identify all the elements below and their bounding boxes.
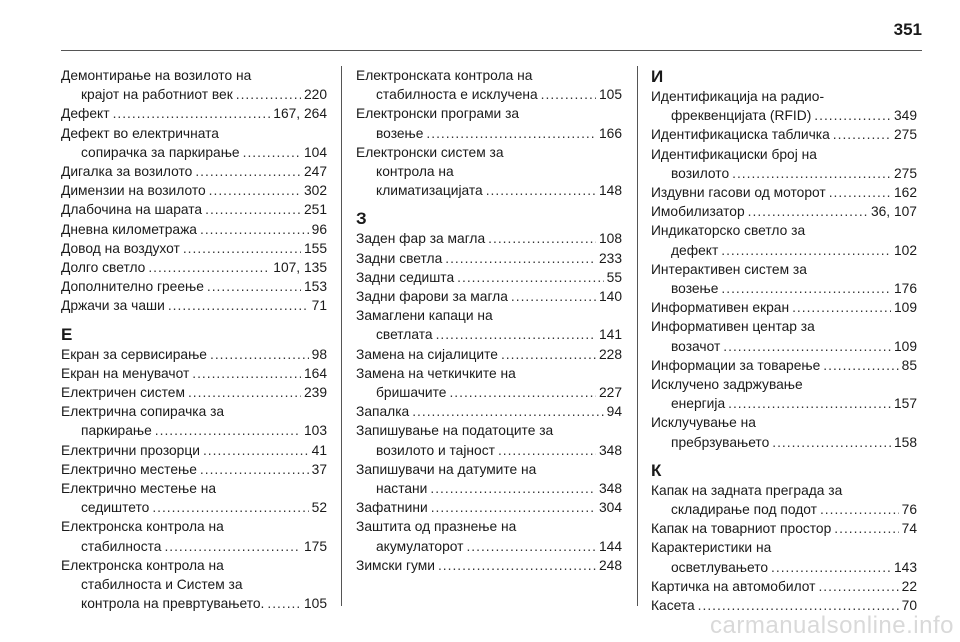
index-entry-text: Дефект — [61, 106, 110, 122]
index-entry — [356, 143, 622, 201]
dot-leader — [818, 577, 898, 596]
index-entry-text: сопирачка за паркирање — [81, 144, 240, 160]
index-letter-heading: Е — [61, 324, 73, 344]
index-letter-heading: К — [651, 460, 662, 480]
index-entry-text: Електронски систем за — [356, 144, 504, 160]
index-entry-text: климатизацијата — [376, 183, 483, 199]
index-entry-page-ref: 348 — [598, 442, 622, 458]
index-entry-text: возачот — [671, 338, 721, 354]
index-entry — [651, 298, 917, 317]
dot-leader — [203, 441, 309, 460]
index-entry-page-ref: 141 — [598, 327, 622, 343]
dot-leader — [748, 202, 868, 221]
index-entry-page-ref: 176 — [893, 281, 917, 297]
index-entry-page-ref: 251 — [303, 202, 327, 218]
index-entry-text: возилото и тајност — [376, 442, 495, 458]
index-entry-text: акумулаторот — [376, 538, 464, 554]
index-entry-text: Заштита од празнење на — [356, 519, 517, 535]
index-entry — [356, 364, 622, 402]
dot-leader — [209, 181, 301, 200]
index-entry — [356, 249, 622, 268]
index-entry-text: Заден фар за магла — [356, 231, 486, 247]
index-entry-page-ref: 104 — [303, 144, 327, 160]
dot-leader — [541, 85, 596, 104]
index-entry-page-ref: 349 — [893, 108, 917, 124]
index-entry-text: Дневна километража — [61, 221, 197, 237]
index-entry-text: Дополнително греење — [61, 279, 204, 295]
dot-leader — [152, 498, 308, 517]
index-entry-text: Исклучување на — [651, 415, 756, 431]
dot-leader — [820, 500, 899, 519]
dot-leader — [792, 298, 891, 317]
index-column-2 — [356, 66, 622, 575]
index-entry — [356, 517, 622, 555]
dot-leader — [192, 364, 301, 383]
index-entry-page-ref: 162 — [893, 185, 917, 201]
index-entry-text: пребрзувањето — [671, 434, 770, 450]
dot-leader — [721, 279, 891, 298]
dot-leader — [207, 277, 301, 296]
index-entry-text: светлата — [376, 327, 433, 343]
index-entry-text: Електрични прозорци — [61, 442, 200, 458]
dot-leader — [210, 345, 309, 364]
index-entry — [651, 87, 917, 125]
index-entry-text: контрола на — [376, 164, 454, 180]
index-entry-page-ref: 74 — [901, 521, 917, 537]
index-entry — [651, 519, 917, 538]
index-entry — [61, 364, 327, 383]
dot-leader — [449, 383, 596, 402]
index-entry-page-ref: 76 — [901, 502, 917, 518]
index-entry-text: Дефект во електричната — [61, 125, 219, 141]
index-entry — [61, 181, 327, 200]
index-entry-text: стабилноста и Систем за — [81, 577, 243, 593]
index-entry-text: Задни светла — [356, 250, 443, 266]
dot-leader — [771, 558, 891, 577]
index-entry-text: контрола на превртувањето. — [81, 596, 265, 612]
index-entry-page-ref: 96 — [311, 221, 327, 237]
index-entry-page-ref: 227 — [598, 385, 622, 401]
index-entry-page-ref: 70 — [901, 598, 917, 614]
index-entry-page-ref: 103 — [303, 423, 327, 439]
index-entry — [61, 124, 327, 162]
index-entry-page-ref: 143 — [893, 559, 917, 575]
column-divider-1 — [341, 66, 342, 606]
index-entry — [61, 66, 327, 104]
index-entry — [356, 287, 622, 306]
index-entry — [61, 479, 327, 517]
index-entry-text: Идентификациски број на — [651, 146, 817, 162]
index-entry-page-ref: 41 — [311, 442, 327, 458]
dot-leader — [814, 106, 891, 125]
dot-leader — [457, 268, 603, 287]
index-entry-page-ref: 247 — [303, 164, 327, 180]
index-entry — [651, 260, 917, 298]
index-entry-text: Информативен центар за — [651, 319, 815, 335]
index-entry — [356, 268, 622, 287]
dot-leader — [267, 594, 301, 613]
index-entry-text: Имобилизатор — [651, 204, 745, 220]
dot-leader — [723, 337, 891, 356]
dot-leader — [829, 183, 891, 202]
dot-leader — [195, 162, 301, 181]
index-entry — [356, 229, 622, 248]
dot-leader — [155, 421, 301, 440]
index-entry-text: бришачите — [376, 385, 447, 401]
index-entry-page-ref: 304 — [598, 500, 622, 516]
index-entry-text: Издувни гасови од моторот — [651, 185, 826, 201]
index-entry-text: Информативен екран — [651, 300, 790, 316]
dot-leader — [833, 125, 891, 144]
index-entry — [61, 104, 327, 123]
dot-leader — [412, 402, 603, 421]
index-entry-text: возење — [671, 281, 719, 297]
dot-leader — [183, 239, 301, 258]
index-entry-page-ref: 109 — [893, 338, 917, 354]
index-entry — [61, 345, 327, 364]
index-entry-text: дефект — [671, 242, 719, 258]
dot-leader — [445, 249, 596, 268]
index-entry — [651, 481, 917, 519]
index-entry-text: Запишување на податоците за — [356, 423, 554, 439]
index-entry-page-ref: 98 — [311, 346, 327, 362]
dot-leader — [236, 85, 301, 104]
index-entry-page-ref: 109 — [893, 300, 917, 316]
index-entry-text: Идентификација на радио- — [651, 89, 825, 104]
header-rule — [61, 50, 922, 51]
index-entry-text: возење — [376, 125, 424, 141]
index-entry-page-ref: 275 — [893, 165, 917, 181]
index-entry — [356, 556, 622, 575]
dot-leader — [486, 181, 596, 200]
index-entry-page-ref: 105 — [303, 596, 327, 612]
index-entry-text: Демонтирање на возилото на — [61, 68, 252, 83]
index-entry-page-ref: 155 — [303, 240, 327, 256]
dot-leader — [205, 200, 301, 219]
index-entry-page-ref: 105 — [598, 87, 622, 103]
index-entry — [61, 460, 327, 479]
index-entry — [651, 145, 917, 183]
index-entry-text: Електрично местење — [61, 461, 197, 477]
index-entry-page-ref: 108 — [598, 231, 622, 247]
dot-leader — [113, 104, 271, 123]
dot-leader — [431, 498, 596, 517]
index-entry — [61, 517, 327, 555]
index-entry-text: Картичка на автомобилот — [651, 578, 816, 594]
index-entry — [651, 125, 917, 144]
index-entry-text: Информации за товарење — [651, 357, 821, 373]
index-entry — [356, 498, 622, 517]
index-entry-page-ref: 164 — [303, 365, 327, 381]
index-column-3 — [651, 66, 917, 615]
index-entry-text: складирање под подот — [671, 502, 817, 518]
index-entry-page-ref: 167, 264 — [273, 106, 327, 122]
dot-leader — [426, 124, 596, 143]
index-entry-text: Електрично местење на — [61, 481, 217, 497]
dot-leader — [438, 556, 596, 575]
index-entry — [61, 296, 327, 315]
index-entry-text: фреквенцијата (RFID) — [671, 108, 812, 124]
index-entry-text: Димензии на возилото — [61, 183, 206, 199]
index-entry-page-ref: 248 — [598, 557, 622, 573]
index-entry — [356, 66, 622, 104]
index-entry-page-ref: 55 — [606, 269, 622, 285]
dot-leader — [732, 164, 891, 183]
dot-leader — [243, 143, 301, 162]
index-entry-text: Длабочина на шарата — [61, 202, 203, 218]
index-entry — [61, 239, 327, 258]
index-entry-text: Држачи за чаши — [61, 298, 165, 314]
dot-leader — [511, 287, 596, 306]
index-entry-text: крајот на работниот век — [81, 87, 233, 103]
index-entry-text: Електронска контрола на — [61, 557, 224, 573]
index-entry-page-ref: 302 — [303, 183, 327, 199]
dot-leader — [200, 460, 309, 479]
dot-leader — [436, 325, 596, 344]
index-entry-text: Електрична сопирачка за — [61, 404, 225, 420]
dot-leader — [168, 296, 309, 315]
index-entry-text: седиштето — [81, 500, 150, 516]
index-entry-page-ref: 175 — [303, 538, 327, 554]
index-entry-text: Дигалка за возилото — [61, 164, 193, 180]
index-entry-text: Капак на задната преграда за — [651, 482, 843, 498]
index-entry-page-ref: 348 — [598, 481, 622, 497]
dot-leader — [501, 345, 596, 364]
watermark: carmanualsonline.info — [710, 612, 954, 639]
index-entry-page-ref: 85 — [901, 357, 917, 373]
index-entry-page-ref: 239 — [303, 385, 327, 401]
index-entry — [356, 421, 622, 459]
index-entry-page-ref: 94 — [606, 404, 622, 420]
index-entry-text: Интерактивен систем за — [651, 261, 807, 277]
index-entry — [356, 104, 622, 142]
index-entry-text: Екран на менувачот — [61, 365, 190, 381]
index-entry — [651, 538, 917, 576]
index-entry-page-ref: 102 — [893, 242, 917, 258]
dot-leader — [823, 356, 898, 375]
index-entry-text: Запишувачи на датумите на — [356, 461, 537, 477]
index-entry — [61, 200, 327, 219]
index-entry — [356, 402, 622, 421]
index-entry-page-ref: 37 — [311, 461, 327, 477]
index-entry-page-ref: 144 — [598, 538, 622, 554]
index-entry — [61, 556, 327, 614]
index-entry — [651, 317, 917, 355]
index-entry — [651, 413, 917, 451]
index-entry — [61, 258, 327, 277]
index-entry — [651, 577, 917, 596]
index-entry — [61, 220, 327, 239]
index-entry — [651, 356, 917, 375]
index-entry-page-ref: 140 — [598, 289, 622, 305]
index-entry-text: Довод на воздухот — [61, 240, 180, 256]
index-entry-text: Зимски гуми — [356, 557, 435, 573]
index-entry-text: Запалка — [356, 404, 410, 420]
dot-leader — [728, 394, 891, 413]
dot-leader — [164, 537, 301, 556]
index-entry — [356, 460, 622, 498]
dot-leader — [188, 383, 301, 402]
dot-leader — [430, 479, 596, 498]
index-letter-heading: И — [651, 67, 664, 86]
index-entry-text: Идентификациска табличка — [651, 127, 830, 143]
index-entry-page-ref: 52 — [311, 500, 327, 516]
index-entry-page-ref: 275 — [893, 127, 917, 143]
index-column-1 — [61, 66, 327, 613]
index-entry-page-ref: 36, 107 — [870, 204, 917, 220]
index-entry-text: осветлувањето — [671, 559, 769, 575]
index-entry-text: Карактеристики на — [651, 540, 772, 556]
index-entry — [651, 183, 917, 202]
index-entry-page-ref: 158 — [893, 434, 917, 450]
index-entry-text: возилото — [671, 165, 730, 181]
index-entry-text: Екран за сервисирање — [61, 346, 207, 362]
index-entry-text: Замаглени капаци на — [356, 308, 493, 324]
index-entry-text: стабилноста е исклучена — [376, 87, 538, 103]
index-entry — [61, 277, 327, 296]
index-entry-text: Замена на сијалиците — [356, 346, 498, 362]
index-entry-text: Долго светло — [61, 260, 146, 276]
dot-leader — [200, 220, 309, 239]
index-entry-text: Замена на четкичките на — [356, 365, 516, 381]
dot-leader — [721, 241, 891, 260]
index-entry-page-ref: 22 — [901, 578, 917, 594]
index-entry — [356, 345, 622, 364]
index-entry-text: Исклучено задржување — [651, 377, 803, 393]
index-entry — [651, 375, 917, 413]
index-entry-page-ref: 166 — [598, 125, 622, 141]
index-entry-text: Зафатнини — [356, 500, 428, 516]
index-entry-text: Капак на товарниот простор — [651, 521, 832, 537]
index-entry-page-ref: 107, 135 — [273, 260, 327, 276]
index-entry-text: настани — [376, 481, 428, 497]
dot-leader — [466, 537, 596, 556]
index-entry-text: стабилноста — [81, 538, 162, 554]
page-number: 351 — [893, 20, 922, 39]
dot-leader — [488, 229, 596, 248]
index-entry-text: Задни седишта — [356, 269, 455, 285]
index-entry — [61, 383, 327, 402]
index-entry — [61, 162, 327, 181]
index-entry — [61, 402, 327, 440]
index-entry-text: Индикаторско светло за — [651, 223, 806, 239]
index-entry-text: паркирање — [81, 423, 152, 439]
index-entry-text: Електронската контрола на — [356, 68, 533, 83]
dot-leader — [498, 441, 596, 460]
index-letter-heading: З — [356, 209, 367, 229]
index-entry-page-ref: 71 — [311, 298, 327, 314]
index-entry-text: Задни фарови за магла — [356, 289, 508, 305]
index-entry-text: Електронска контрола на — [61, 519, 224, 535]
index-entry-text: Касета — [651, 598, 695, 614]
dot-leader — [772, 433, 891, 452]
column-divider-2 — [637, 66, 638, 606]
dot-leader — [148, 258, 270, 277]
index-entry-text: Електричен систем — [61, 385, 185, 401]
index-entry-page-ref: 233 — [598, 250, 622, 266]
index-entry — [651, 221, 917, 259]
index-entry — [651, 202, 917, 221]
dot-leader — [834, 519, 898, 538]
index-entry-page-ref: 157 — [893, 396, 917, 412]
index-entry-page-ref: 228 — [598, 346, 622, 362]
index-entry-page-ref: 220 — [303, 87, 327, 103]
index-entry-page-ref: 148 — [598, 183, 622, 199]
index-entry-text: енергија — [671, 396, 726, 412]
index-entry — [61, 441, 327, 460]
index-entry-text: Електронски програми за — [356, 106, 520, 122]
index-entry-page-ref: 153 — [303, 279, 327, 295]
index-entry — [356, 306, 622, 344]
